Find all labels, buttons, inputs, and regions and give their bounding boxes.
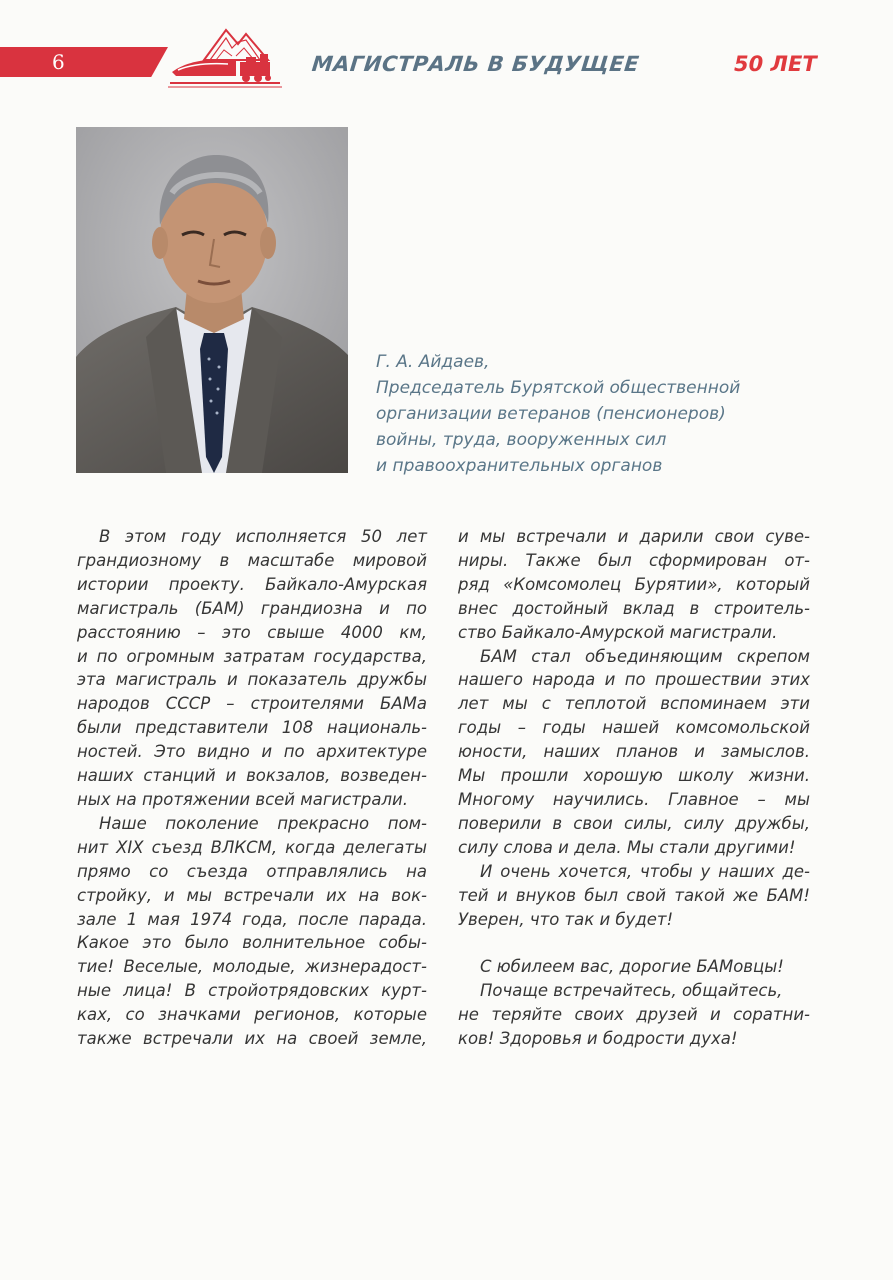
caption-position-line: и правоохранительных органов: [376, 456, 663, 476]
text-line: В этом году исполняется 50 лет: [99, 527, 427, 546]
text-line: также встречали их на своей земле,: [77, 1029, 427, 1049]
mountain-train-logo-icon: [166, 26, 284, 90]
paragraph-gap: [458, 931, 810, 955]
text-line: Какое это было волнительное собы-: [77, 933, 427, 953]
running-title: МАГИСТРАЛЬ В БУДУЩЕЕ: [310, 52, 641, 76]
text-line: ство Байкало-Амурской магистрали.: [458, 622, 778, 642]
text-line: грандиозному в масштабе мировой: [77, 550, 427, 570]
caption-position-line: организации ветеранов (пенсионеров): [376, 404, 726, 424]
caption-position-line: Председатель Бурятской общественной: [376, 378, 741, 398]
text-line: и по огромным затратам государства,: [77, 646, 427, 666]
text-line: были представители 108 националь-: [77, 718, 427, 738]
text-line: нашего народа и по прошествии этих: [458, 670, 810, 690]
text-line: нит XIX съезд ВЛКСМ, когда делегаты: [77, 837, 427, 857]
text-line: магистраль (БАМ) грандиозна и по: [77, 598, 427, 618]
text-line: Уверен, что так и будет!: [458, 909, 674, 929]
text-line: Многому научились. Главное – мы: [458, 789, 810, 809]
text-line: ряд «Комсомолец Бурятии», который: [458, 574, 810, 594]
text-line: ках, со значками регионов, которые: [77, 1005, 427, 1025]
article-right-column: [458, 525, 810, 1051]
text-line: ностей. Это видно и по архитектуре: [77, 742, 427, 762]
caption-name: Г. А. Айдаев,: [376, 352, 490, 372]
text-line: стройку, и мы встречали их на вок-: [77, 885, 427, 905]
text-line: наших станций и вокзалов, возведен-: [77, 766, 427, 786]
closing-line: ков! Здоровья и бодрости духа!: [458, 1029, 738, 1049]
header-red-band: [0, 47, 168, 77]
portrait-caption: [376, 349, 796, 479]
text-line: БАМ стал объединяющим скрепом: [480, 646, 810, 666]
text-line: И очень хочется, чтобы у наших де-: [480, 861, 810, 881]
text-line: зале 1 мая 1974 года, после парада.: [77, 909, 427, 929]
text-line: ные лица! В стройотрядовских курт-: [77, 981, 427, 1001]
text-line: поверили в свои силы, силу дружбы,: [458, 813, 810, 833]
closing-line: Почаще встречайтесь, общайтесь,: [480, 981, 783, 1001]
closing-line: С юбилеем вас, дорогие БАМовцы!: [480, 957, 784, 977]
article-left-column: [77, 525, 427, 1051]
text-line: силу слова и дела. Мы стали другими!: [458, 837, 796, 857]
text-line: эта магистраль и показатель дружбы: [77, 670, 427, 690]
text-line: народов СССР – строителями БАМа: [77, 694, 427, 714]
text-line: истории проекту. Байкало-Амурская: [77, 574, 427, 594]
text-line: Мы прошли хорошую школу жизни.: [458, 766, 810, 786]
text-line: лет мы с теплотой вспоминаем эти: [458, 694, 810, 714]
portrait-figure-icon: [76, 127, 348, 473]
text-line: прямо со съезда отправлялись на: [77, 861, 427, 881]
text-line: тей и внуков был свой такой же БАМ!: [458, 885, 810, 905]
text-line: ных на протяжении всей магистрали.: [77, 789, 409, 809]
text-line: расстоянию – это свыше 4000 км,: [77, 622, 427, 642]
anniversary-label: 50 ЛЕТ: [734, 52, 817, 76]
text-line: ниры. Также был сформирован от-: [458, 550, 810, 570]
text-line: годы – годы нашей комсомольской: [458, 718, 810, 738]
text-line: Наше поколение прекрасно пом-: [99, 813, 427, 833]
portrait-photo: [76, 127, 348, 473]
caption-position-line: войны, труда, вооруженных сил: [376, 430, 667, 450]
text-line: внес достойный вклад в строитель-: [458, 598, 810, 618]
text-line: юности, наших планов и замыслов.: [458, 742, 810, 762]
text-line: и мы встречали и дарили свои суве-: [458, 527, 810, 546]
closing-line: не теряйте своих друзей и соратни-: [458, 1005, 810, 1025]
text-line: тие! Веселые, молодые, жизнерадост-: [77, 957, 427, 977]
page-number: 6: [52, 50, 65, 74]
